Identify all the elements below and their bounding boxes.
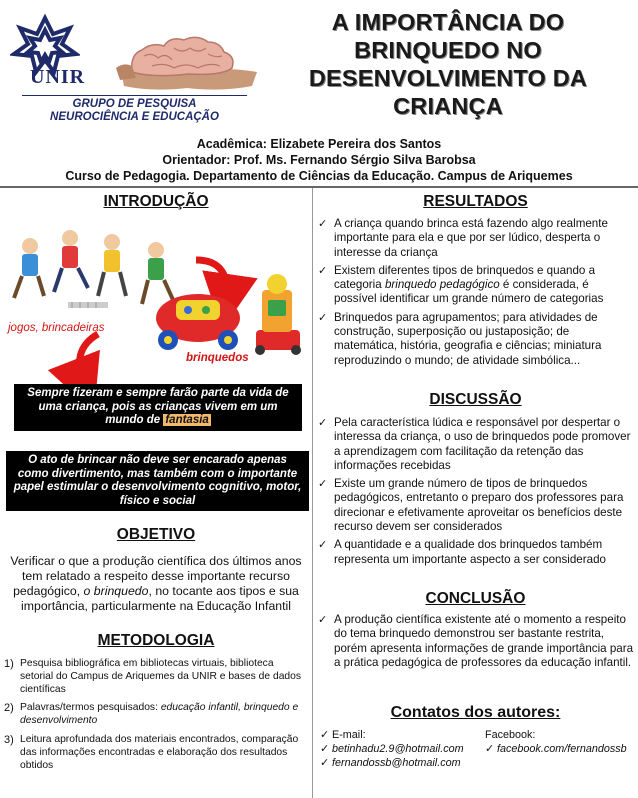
check-icon: ✓ — [320, 757, 330, 769]
credit-course: Curso de Pedagogia. Departamento de Ciências da Educação. Campus de Ariquemes — [65, 169, 573, 183]
list-item — [4, 658, 308, 696]
credits — [0, 136, 638, 184]
facebook-link[interactable]: facebook.com/fernandossb — [497, 743, 627, 755]
objetivo-text — [4, 554, 308, 614]
title-line-1: A IMPORTÂNCIA DO — [331, 9, 565, 35]
caption-brinquedos: brinquedos — [186, 352, 249, 364]
list-item — [318, 477, 634, 534]
box1-highlight: fantasia — [165, 414, 209, 426]
list-text: Existe um grande número de tipos de brinquedos pedagógicos, entretanto o preparo dos professores para direcionar e efetivamente aproveitar os benefícios deste recurso devem ser considerados — [334, 477, 624, 534]
list-text-em: brinquedo pedagógico — [384, 278, 500, 292]
check-icon: ✓ — [318, 614, 328, 626]
list-text — [334, 264, 634, 307]
poster-title — [262, 8, 634, 120]
list-item — [318, 311, 634, 368]
metodologia-title: METODOLOGIA — [97, 632, 215, 649]
list-text: Brinquedos para agrupamentos; para atividades de construção, superposição ou justaposição; de matemática, história, geografia e ciências; miniatura reproduzindo o mundo; de atividade simbólica... — [334, 310, 602, 367]
credit-student: Acadêmica: Elizabete Pereira dos Santos — [196, 137, 442, 151]
check-icon: ✓ — [318, 264, 328, 277]
list-text-plain: Palavras/termos pesquisados: — [20, 702, 158, 714]
list-text-em: educação infantil, brinquedo e desenvolvimento — [20, 702, 299, 727]
check-icon: ✓ — [318, 417, 328, 429]
intro-box-fantasia — [14, 384, 302, 431]
list-item — [4, 734, 308, 772]
group-line-1: GRUPO DE PESQUISA — [72, 98, 197, 110]
check-icon: ✓ — [320, 729, 330, 741]
credit-advisor: Orientador: Prof. Ms. Fernando Sérgio Silva Barobsa — [162, 153, 476, 167]
list-number: 1) — [4, 658, 14, 670]
toy-car-image — [148, 282, 250, 352]
email-row — [320, 756, 480, 770]
discussao-list — [318, 416, 634, 571]
list-item — [318, 264, 634, 307]
list-text: A produção científica existente até o momento a respeito do tema brinquedo demonstrou ser bastante restrita, porém apresenta informações de grande importância para a prática pedagógica de professores da educação infantil. — [334, 613, 634, 669]
facebook-label-row — [485, 728, 635, 742]
list-text: A criança quando brinca está fazendo algo realmente importante para ela e que por ser lúdico, desperta o interesse da criança — [334, 217, 608, 259]
list-item — [318, 416, 634, 473]
unir-logo-text: UNIR — [30, 66, 86, 88]
conclusao-list — [318, 613, 634, 674]
list-text-after: é considerada, é possível identificar um grande número de categorias — [334, 278, 604, 306]
check-icon: ✓ — [318, 311, 328, 324]
list-text: Pesquisa bibliográfica em bibliotecas virtuais, biblioteca setorial do Campus de Ariquemes da UNIR e bases de dados científicas — [20, 658, 302, 695]
objetivo-text-after: , no tocante aos tipos e sua importância, particularmente na Educação Infantil — [21, 584, 299, 613]
check-icon: ✓ — [485, 743, 495, 755]
group-divider — [22, 95, 247, 96]
check-icon: ✓ — [320, 743, 330, 755]
facebook-row — [485, 742, 635, 756]
email-row — [320, 742, 480, 756]
list-item — [318, 217, 634, 260]
discussao-title: DISCUSSÃO — [429, 391, 522, 408]
facebook-label: Facebook: — [485, 729, 536, 741]
resultados-list — [318, 217, 634, 372]
research-group-label — [22, 98, 247, 124]
email-link-2[interactable]: fernandossb@hotmail.com — [332, 757, 461, 769]
objetivo-text-before: Verificar o que a produção científica dos últimos anos tem relatado a respeito desse importante recurso pedagógico, — [10, 554, 302, 598]
conclusao-title: CONCLUSÃO — [425, 590, 526, 607]
box1-text: Sempre fizeram e sempre farão parte da vida de uma criança, pois as crianças vivem em um mundo de — [27, 387, 289, 426]
group-line-2: NEUROCIÊNCIA E EDUCAÇÃO — [50, 111, 219, 123]
list-text — [20, 702, 308, 728]
check-icon: ✓ — [318, 478, 328, 491]
objetivo-text-em: o brinquedo — [83, 584, 149, 598]
list-text: Leitura aprofundada dos materiais encontrados, comparação das informações encontradas e elaboração dos resultados obtidos — [20, 733, 299, 771]
caption-jogos: jogos, brincadeiras — [8, 322, 105, 334]
brain-in-hand-image — [112, 6, 262, 92]
title-line-4: CRIANÇA — [393, 93, 503, 119]
list-text: Pela característica lúdica e responsável por despertar o interessa da criança, o uso de brinquedos pode promover a aprendizagem com facilitação da retenção das informações recebidas — [334, 416, 631, 472]
list-text-before: Existem diferentes tipos de brinquedos e quando a categoria — [334, 263, 596, 292]
list-item — [318, 538, 634, 567]
email-label: E-mail: — [332, 729, 366, 741]
check-icon: ✓ — [318, 218, 328, 230]
introducao-title: INTRODUÇÃO — [103, 193, 209, 210]
intro-box-brincar: O ato de brincar não deve ser encarado apenas como divertimento, mas também com o importante papel estimular o desenvolvimento cognitivo, motor, físico e social — [6, 451, 309, 511]
title-line-2: BRINQUEDO NO — [354, 37, 542, 63]
list-item — [318, 613, 634, 670]
email-link-1[interactable]: betinhadu2.9@hotmail.com — [332, 743, 464, 755]
title-line-3: DESENVOLVIMENTO DA — [308, 65, 588, 91]
contatos-title: Contatos dos autores: — [390, 704, 561, 721]
check-icon: ✓ — [318, 539, 328, 552]
objetivo-title: OBJETIVO — [116, 526, 196, 543]
list-number: 3) — [4, 733, 14, 746]
resultados-title: RESULTADOS — [423, 193, 528, 210]
toy-tower-image — [250, 270, 305, 355]
contact-email-column — [320, 728, 480, 770]
metodologia-list — [4, 658, 308, 778]
contact-facebook-column — [485, 728, 635, 756]
email-label-row — [320, 728, 480, 742]
list-item — [4, 702, 308, 728]
list-text: A quantidade e a qualidade dos brinquedos também representa um importante aspecto a ser considerado — [334, 538, 606, 566]
list-number: 2) — [4, 702, 14, 715]
header-divider — [0, 186, 638, 188]
